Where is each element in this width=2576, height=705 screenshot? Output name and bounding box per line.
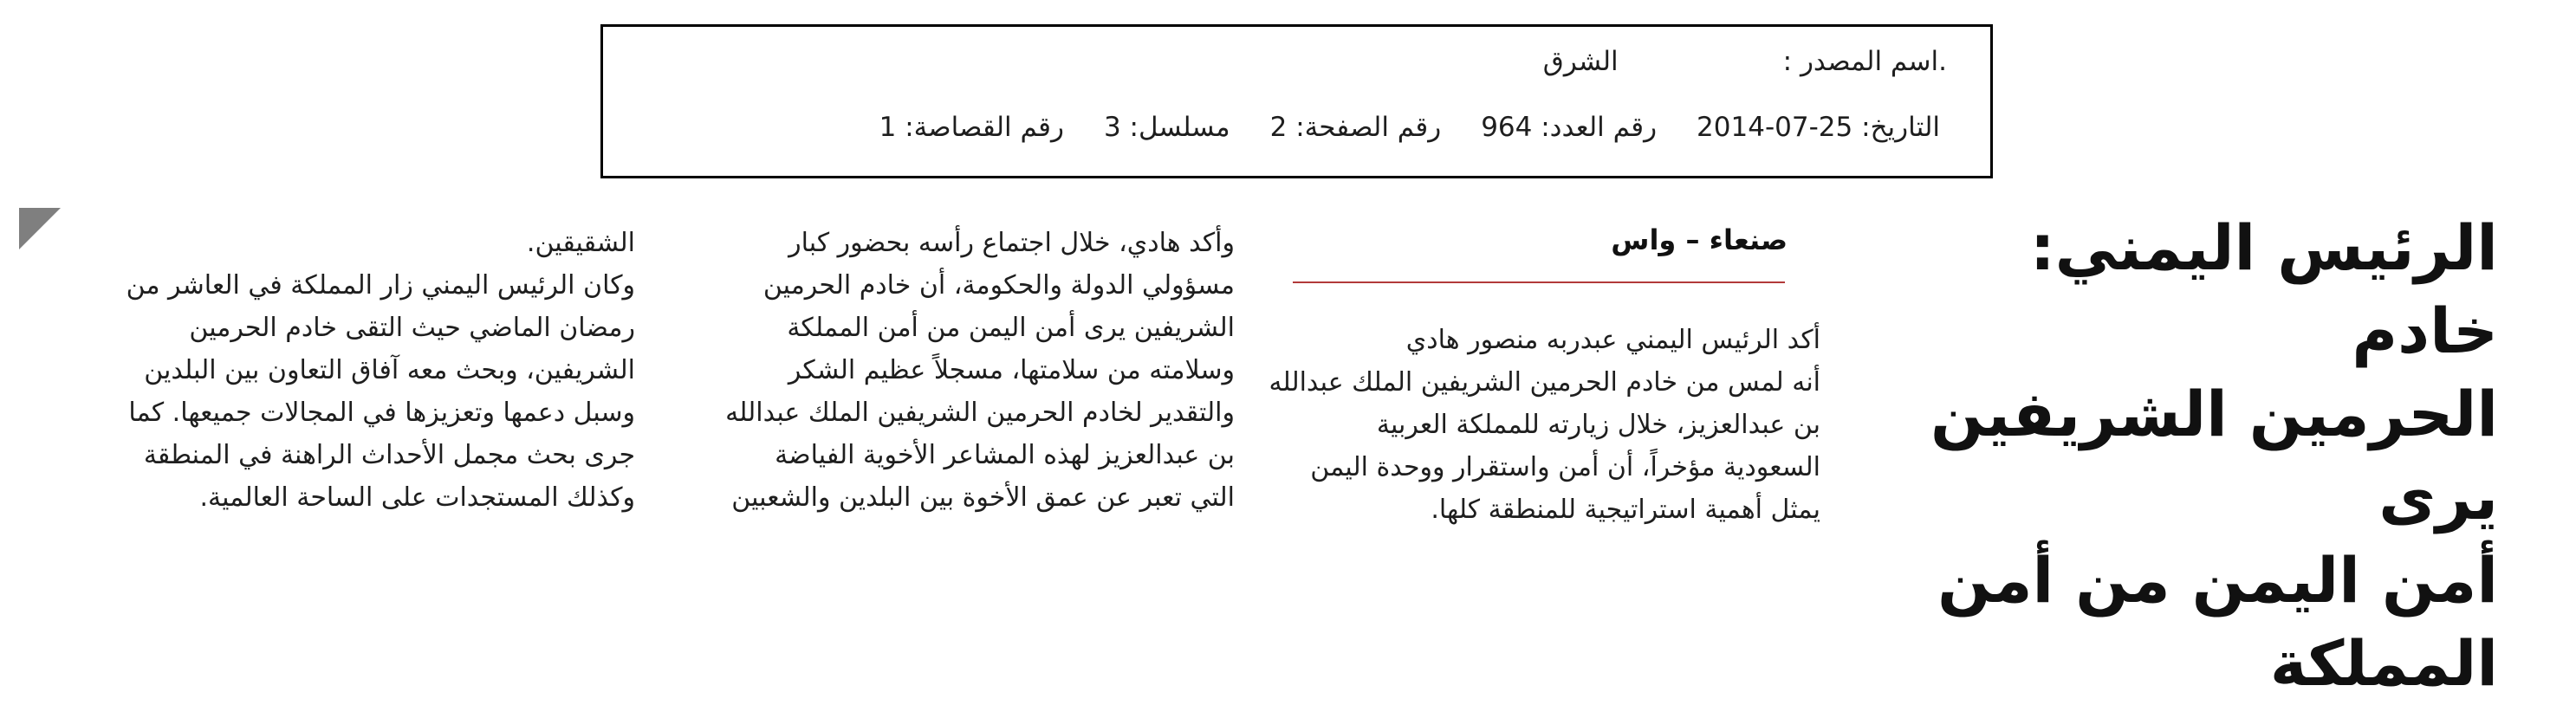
source-label: .اسم المصدر : [1782,46,1947,77]
metadata-row [879,112,1940,143]
body-line: مسؤولي الدولة والحكومة، أن خادم الحرمين [762,270,1235,301]
source-info-box [600,24,1993,178]
headline-line: أمن اليمن من أمن [1937,544,2498,617]
body-line: أكد الرئيس اليمني عبدربه منصور هادي [1405,325,1820,355]
issue-field: رقم العدد: 964 [1481,112,1658,143]
body-line: والتقدير لخادم الحرمين الشريفين الملك عبدالله [725,398,1235,428]
body-line: بن عبدالعزيز، خلال زيارته للمملكة العربية [1376,410,1820,440]
body-line: الشريفين، وبحث معه آفاق التعاون بين البلدين [144,355,635,385]
clip-field: رقم القصاصة: 1 [879,112,1064,143]
body-line: جرى بحث مجمل الأحداث الراهنة في المنطقة [143,440,635,470]
body-line: وكذلك المستجدات على الساحة العالمية. [199,482,635,513]
article-dateline: صنعاء – واس [1611,223,1788,256]
source-row [1543,46,1947,77]
article-column-3 [46,222,635,519]
date-field: التاريخ: 25-07-2014 [1697,112,1940,143]
body-line: وكان الرئيس اليمني زار المملكة في العاشر من [126,270,635,301]
article-column-1 [1266,319,1820,531]
body-line: السعودية مؤخراً، أن أمن واستقرار ووحدة اليمن [1310,452,1820,482]
serial-field: مسلسل: 3 [1103,112,1230,143]
body-line: أنه لمس من خادم الحرمين الشريفين الملك عبدالله [1269,367,1820,398]
body-line: رمضان الماضي حيث التقى خادم الحرمين [189,313,635,343]
body-line: بن عبدالعزيز لهذه المشاعر الأخوية الفياضة [775,440,1235,470]
dateline-rule [1293,281,1785,283]
article-column-2 [628,222,1235,519]
source-value: الشرق [1542,46,1619,77]
body-line: الشقيقين. [526,228,635,258]
page-corner-icon [19,208,61,249]
article-headline [1891,206,2498,705]
body-line: وسبل دعمها وتعزيزها في المجالات جميعها. كما [128,398,635,428]
headline-line: الحرمين الشريفين يرى [1930,378,2498,534]
body-line: التي تعبر عن عمق الأخوة بين البلدين والشعبين [731,482,1235,513]
body-line: يمثل أهمية استراتيجية للمنطقة كلها. [1431,495,1820,525]
headline-line: الرئيس اليمني: خادم [2029,211,2498,367]
headline-line: المملكة [2269,627,2498,700]
body-line: وأكد هادي، خلال اجتماع رأسه بحضور كبار [788,228,1235,258]
body-line: الشريفين يرى أمن اليمن من أمن المملكة [787,313,1235,343]
body-line: وسلامته من سلامتها، مسجلاً عظيم الشكر [788,355,1235,385]
page-field: رقم الصفحة: 2 [1269,112,1442,143]
